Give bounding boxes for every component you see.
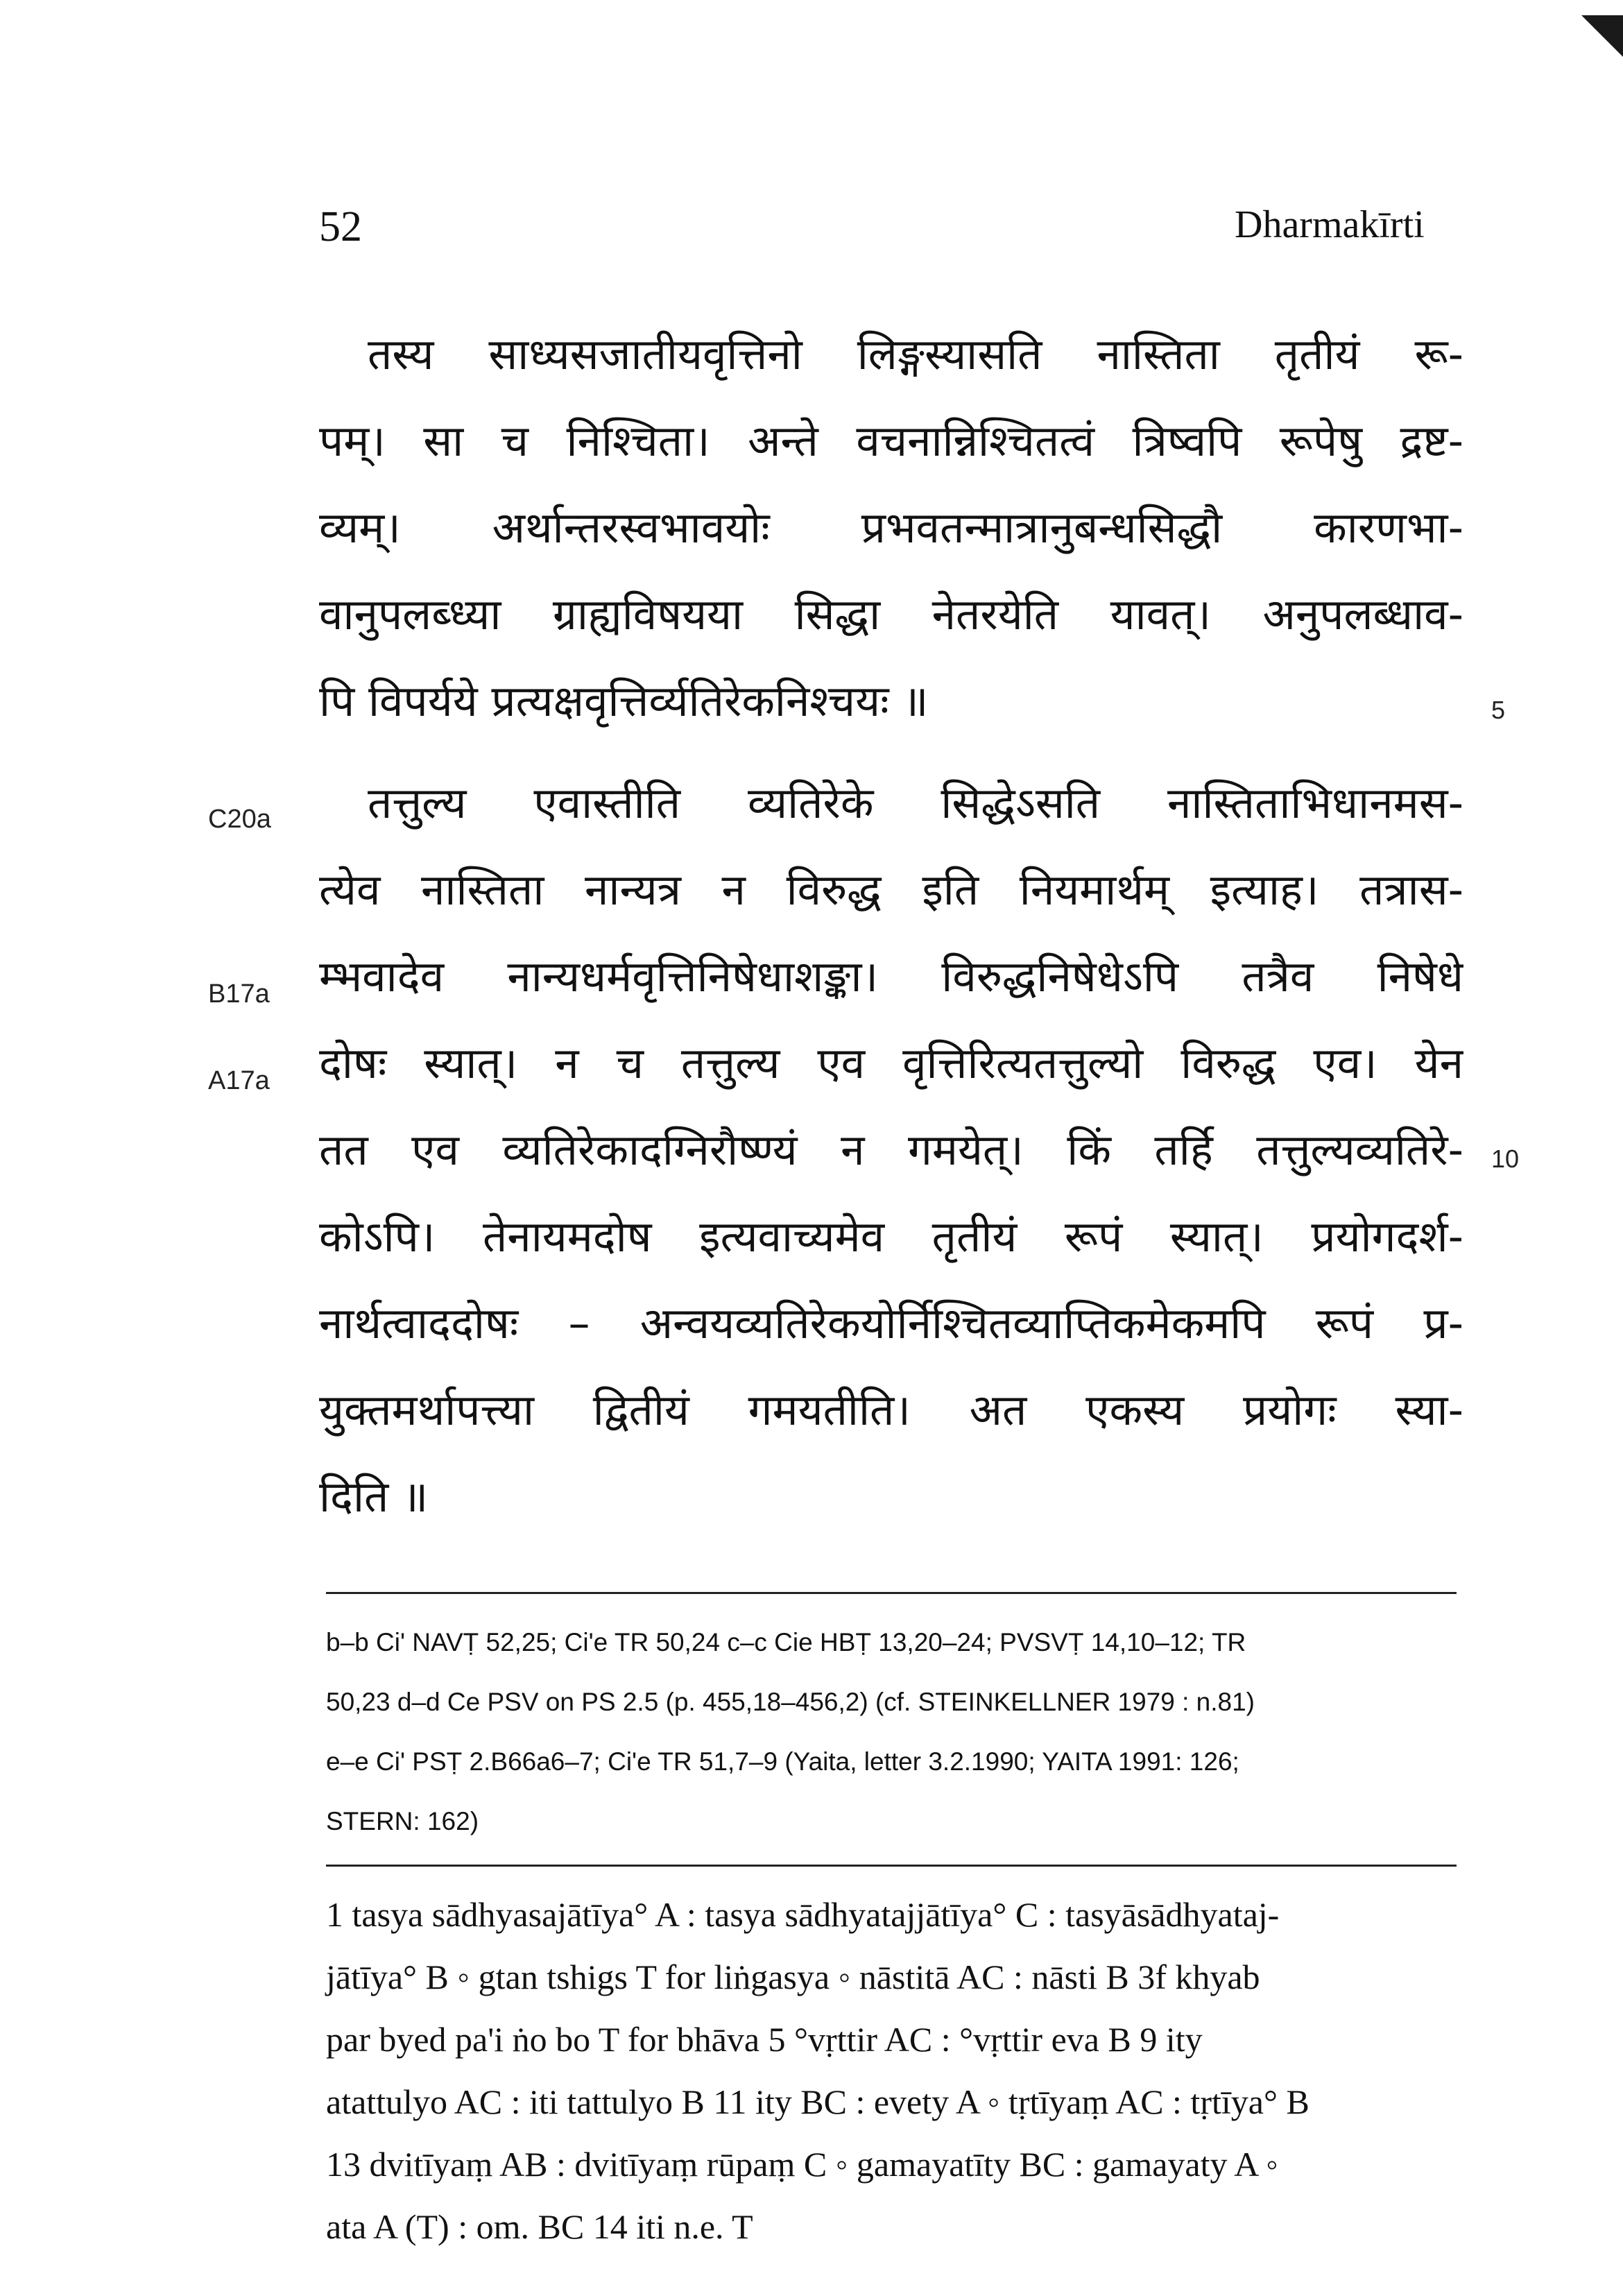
line-number: 10 — [1491, 1145, 1520, 1173]
text-line: म्भवादेव नान्यधर्मवृत्तिनिषेधाशङ्का। विरुद्धनिषेधेऽपि तत्रैव निषेधे — [319, 951, 1463, 1002]
text-line: तस्य साध्यसजातीयवृत्तिनो लिङ्गस्यासति नास्तिता तृतीयं रू- — [368, 329, 1463, 379]
page-number: 52 — [319, 203, 362, 250]
critical-apparatus — [326, 1883, 1457, 2258]
apparatus-line: par byed pa'i ṅo bo T for bhāva 5 °vṛttir AC : °vṛttir eva B 9 ity — [326, 2020, 1203, 2059]
apparatus-line: ata A (T) : om. BC 14 iti n.e. T — [326, 2207, 753, 2246]
scan-corner-mark — [1581, 15, 1623, 57]
text-line: युक्तमर्थापत्त्या द्वितीयं गमयतीति। अत एकस्य प्रयोगः स्या- — [319, 1385, 1463, 1435]
testimonia-line: 50,23 d–d Ce PSV on PS 2.5 (p. 455,18–456,2) (cf. STEINKELLNER 1979 : n.81) — [326, 1688, 1255, 1716]
text-line: पम्। सा च निश्चिता। अन्ते वचनान्निश्चितत्वं त्रिष्वपि रूपेषु द्रष्ट- — [319, 415, 1463, 466]
running-title: Dharmakīrti — [1235, 203, 1425, 246]
text-line: वानुपलब्ध्या ग्राह्यविषयया सिद्धा नेतरयेति यावत्। अनुपलब्धाव- — [319, 589, 1463, 640]
margin-siglum: C20a — [208, 805, 271, 834]
apparatus-line: atattulyo AC : iti tattulyo B 11 ity BC : evety A ◦ tṛtīyaṃ AC : tṛtīya° B — [326, 2082, 1309, 2121]
text-line: व्यम्। अर्थान्तरस्वभावयोः प्रभवतन्मात्रानुबन्धसिद्धौ कारणभा- — [319, 502, 1463, 553]
sanskrit-main-text — [319, 311, 1463, 1540]
footnote-rule — [326, 1592, 1457, 1594]
text-line: दिति ॥ — [319, 1471, 429, 1522]
text-line: तत्तुल्य एवास्तीति व्यतिरेके सिद्धेऽसति नास्तिताभिधानमस- — [368, 778, 1463, 828]
text-line: त्येव नास्तिता नान्यत्र न विरुद्ध इति नियमार्थम् इत्याह। तत्रास- — [319, 864, 1463, 915]
testimonia-line: b–b Ci' NAVṬ 52,25; Ci'e TR 50,24 c–c Cie HBṬ 13,20–24; PVSVṬ 14,10–12; TR — [326, 1628, 1246, 1656]
apparatus-rule — [326, 1865, 1457, 1867]
apparatus-line: 1 tasya sādhyasajātīya° A : tasya sādhyatajjātīya° C : tasyāsādhyataj- — [326, 1895, 1280, 1934]
apparatus-line: jātīya° B ◦ gtan tshigs T for liṅgasya ◦ nāstitā AC : nāsti B 3f khyab — [326, 1957, 1260, 1996]
text-line: पि विपर्यये प्रत्यक्षवृत्तिर्व्यतिरेकनिश्चयः ॥ — [319, 676, 929, 726]
text-line: तत एव व्यतिरेकादग्निरौष्ण्यं न गमयेत्। किं तर्हि तत्तुल्यव्यतिरे- — [319, 1124, 1463, 1175]
testimonia-block — [326, 1613, 1457, 1851]
testimonia-line: e–e Ci' PSṬ 2.B66a6–7; Ci'e TR 51,7–9 (Yaita, letter 3.2.1990; YAITA 1991: 126; — [326, 1747, 1239, 1776]
text-line: नार्थत्वाददोषः – अन्वयव्यतिरेकयोर्निश्चितव्याप्तिकमेकमपि रूपं प्र- — [319, 1298, 1463, 1348]
apparatus-line: 13 dvitīyaṃ AB : dvitīyaṃ rūpaṃ C ◦ gamayatīty BC : gamayaty A ◦ — [326, 2145, 1278, 2184]
testimonia-line: STERN: 162) — [326, 1807, 479, 1835]
text-line: कोऽपि। तेनायमदोष इत्यवाच्यमेव तृतीयं रूपं स्यात्। प्रयोगदर्श- — [319, 1211, 1463, 1262]
margin-siglum: B17a — [208, 979, 270, 1009]
line-number: 5 — [1491, 696, 1506, 724]
margin-siglum: A17a — [208, 1066, 270, 1095]
text-line: दोषः स्यात्। न च तत्तुल्य एव वृत्तिरित्यतत्तुल्यो विरुद्ध एव। येन — [319, 1038, 1463, 1088]
